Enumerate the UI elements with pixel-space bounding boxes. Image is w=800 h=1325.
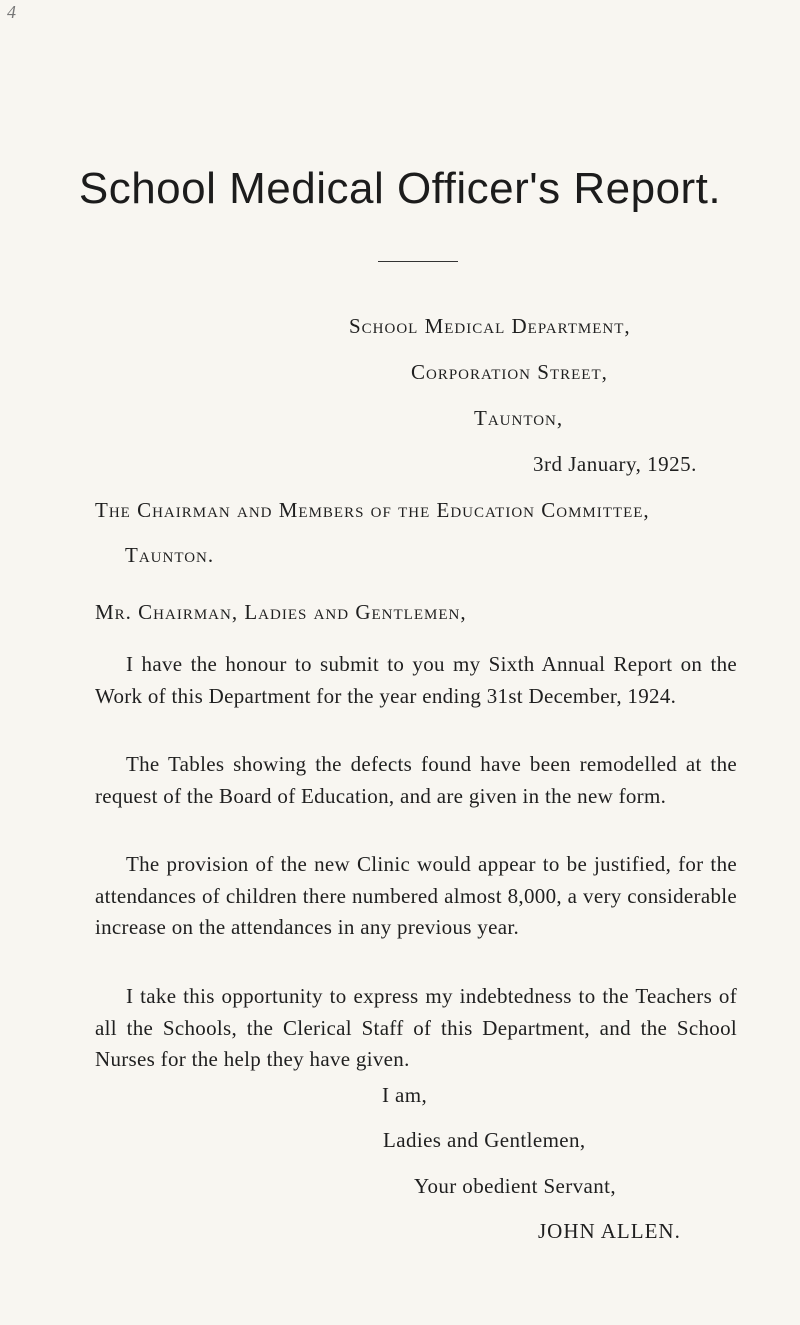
letter-date: 3rd January, 1925. <box>533 452 697 476</box>
title-rule <box>378 261 458 262</box>
address-line-town: Taunton, <box>474 406 564 430</box>
paragraph-new-clinic: The provision of the new Clinic would appear to be justified, for the attendances of children there numbered almost 8,000, a very considerable increase on the attendances in any previous year. <box>95 852 737 939</box>
closing-i-am: I am, <box>382 1083 428 1107</box>
address-line-street: Corporation Street, <box>411 360 608 384</box>
closing-obedient-servant: Your obedient Servant, <box>414 1174 617 1198</box>
salutation: Mr. Chairman, Ladies and Gentlemen, <box>95 600 467 624</box>
paragraph-report-submission: I have the honour to submit to you my Sixth Annual Report on the Work of this Department for the year ending 31st December, 1924. <box>95 652 737 708</box>
closing-ladies-gentlemen: Ladies and Gentlemen, <box>383 1128 586 1152</box>
address-line-department: School Medical Department, <box>349 314 631 338</box>
page-number-mark: 4 <box>7 2 16 22</box>
signature: JOHN ALLEN. <box>538 1219 681 1243</box>
addressee-line-town: Taunton. <box>125 543 215 567</box>
paragraph-tables-remodelled: The Tables showing the defects found have been remodelled at the request of the Board of Education, and are given in the new form. <box>95 752 737 808</box>
addressee-line-committee: The Chairman and Members of the Education Committee, <box>95 498 650 522</box>
paragraph-acknowledgements: I take this opportunity to express my indebtedness to the Teachers of all the Schools, the Clerical Staff of this Department, and the School Nurses for the help they have given. <box>95 984 737 1071</box>
report-title: School Medical Officer's Report. <box>78 164 722 213</box>
